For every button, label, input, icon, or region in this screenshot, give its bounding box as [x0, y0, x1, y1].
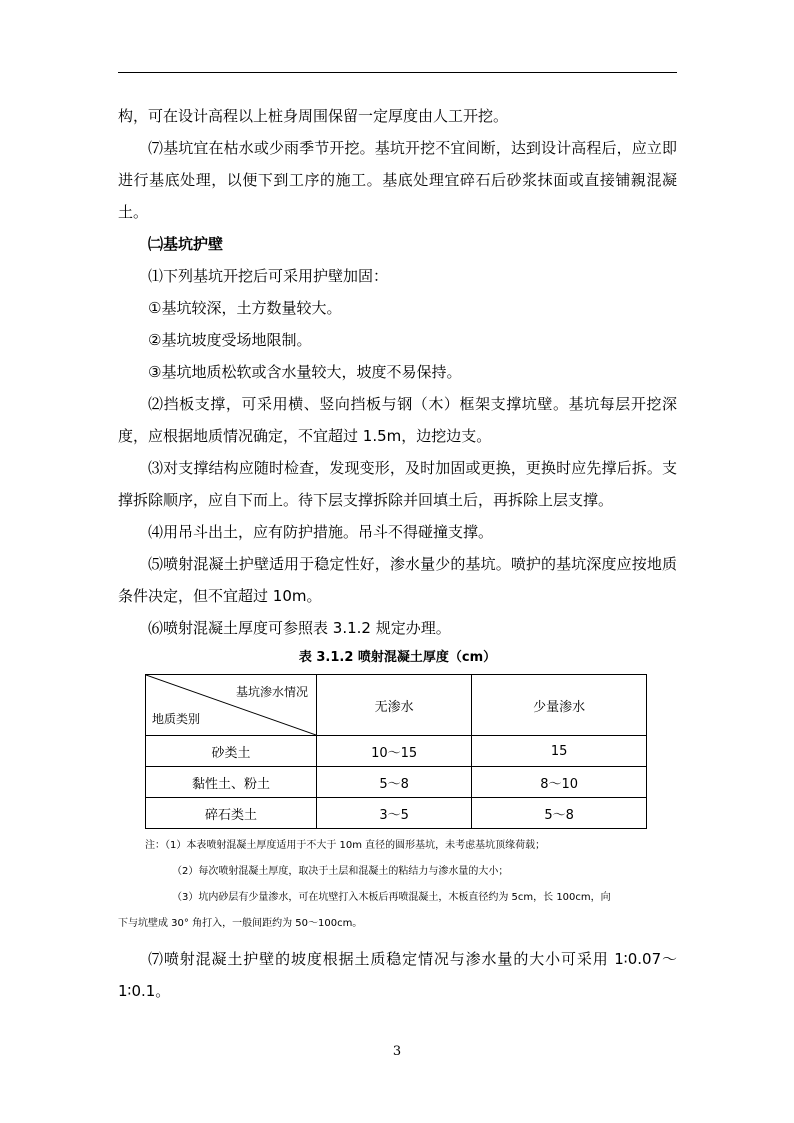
header-seepage-label: 基坑渗水情况	[235, 685, 308, 699]
cell-value: 15	[472, 736, 647, 767]
cell-value: 10～15	[317, 736, 472, 767]
table-row	[146, 798, 647, 829]
section-heading: ㈡基坑护壁	[148, 235, 224, 253]
list-item: ③基坑地质松软或含水量较大，坡度不易保持。	[148, 363, 462, 381]
cell-value: 3～5	[317, 798, 472, 829]
table-notes	[118, 833, 677, 937]
paragraph: ⑹喷射混凝土厚度可参照表 3.1.2 规定办理。	[148, 619, 451, 637]
table-caption: 表 3.1.2 喷射混凝土厚度（cm）	[298, 650, 497, 665]
table-row	[146, 767, 647, 798]
header-geology-label: 地质类别	[152, 712, 201, 726]
cell-value: 8～10	[472, 767, 647, 798]
paragraph: ⑺基坑宜在枯水或少雨季节开挖。基坑开挖不宜间断，达到设计高程后，应立即进行基底处理，以便下到工序的施工。基底处理宜碎石后砂浆抹面或直接铺親混凝土。	[118, 139, 677, 221]
paragraph: 构，可在设计高程以上桩身周围保留一定厚度由人工开挖。	[118, 107, 509, 125]
note-line: （3）坑内砂层有少量渗水，可在坑壁打入木板后再喷混凝土，木板直径约为 5cm，长 100cm，向	[172, 892, 611, 903]
note-line: （2）每次喷射混凝土厚度，取决于土层和混凝土的粘结力与渗水量的大小；	[172, 866, 509, 877]
header-col-little-seepage: 少量渗水	[472, 675, 647, 736]
list-item: ②基坑坡度受场地限制。	[148, 331, 312, 349]
diagonal-header-cell	[146, 675, 317, 736]
list-item: ①基坑较深，土方数量较大。	[148, 299, 342, 317]
paragraph: ⑸喷射混凝土护壁适用于稳定性好，渗水量少的基坑。喷护的基坑深度应按地质条件决定，但不宜超过 10m。	[118, 555, 677, 605]
page-body	[118, 100, 677, 1007]
note-line: 下与坑壁成 30° 角打入，一般间距约为 50～100cm。	[118, 918, 363, 929]
row-label: 黏性土、粉土	[146, 767, 317, 798]
row-label: 砂类土	[146, 736, 317, 767]
page-number: 3	[392, 1044, 402, 1059]
paragraph: ⑴下列基坑开挖后可采用护壁加固：	[148, 267, 389, 285]
paragraph: ⑶对支撑结构应随时检查，发现变形，及时加固或更换，更换时应先撑后拆。支撑拆除顺序，应自下而上。待下层支撑拆除并回填土后，再拆除上层支撑。	[118, 459, 677, 509]
table-header-row	[146, 675, 647, 736]
cell-value: 5～8	[317, 767, 472, 798]
thickness-table	[145, 674, 647, 829]
table-row	[146, 736, 647, 767]
cell-value: 5～8	[472, 798, 647, 829]
note-line: 注：（1）本表喷射混凝土厚度适用于不大于 10m 直径的圆形基坑，未考虑基坑顶缘荷载；	[145, 840, 546, 851]
paragraph: ⑺喷射混凝土护壁的坡度根据土质稳定情况与渗水量的大小可采用 1∶0.07～1∶0.1。	[118, 950, 677, 1000]
paragraph: ⑷用吊斗出土，应有防护措施。吊斗不得碰撞支撑。	[148, 523, 494, 541]
header-rule	[118, 72, 677, 73]
row-label: 碎石类土	[146, 798, 317, 829]
paragraph: ⑵挡板支撑，可采用横、竖向挡板与钢（木）框架支撑坑壁。基坑每层开挖深度，应根据地质情况确定，不宜超过 1.5m，边挖边支。	[118, 395, 677, 445]
header-col-no-seepage: 无渗水	[317, 675, 472, 736]
